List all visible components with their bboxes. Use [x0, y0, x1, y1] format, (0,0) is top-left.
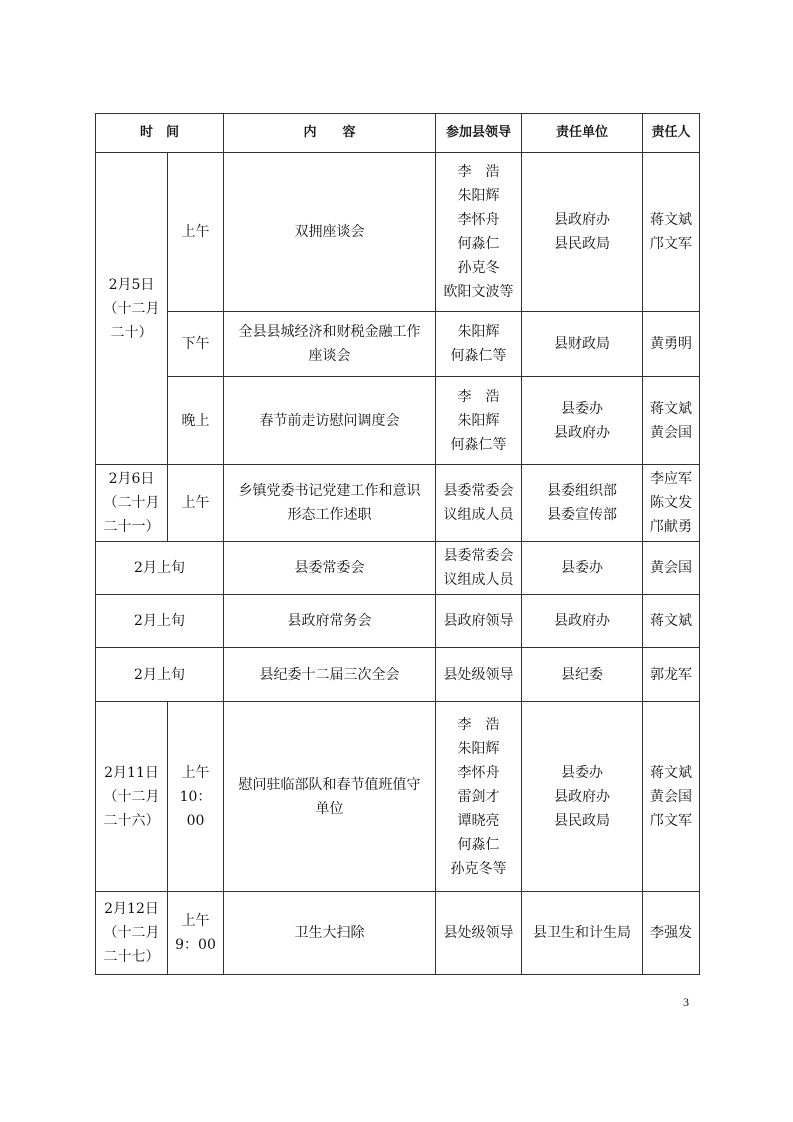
period-cell: 晚上 — [168, 377, 224, 465]
leaders-cell: 李 浩 朱阳辉 李怀舟 何淼仁 孙克冬 欧阳文波等 — [436, 153, 522, 312]
person-cell: 李强发 — [643, 892, 700, 975]
table-row — [96, 595, 700, 648]
date-cell: 2月12日 （十二月 二十七） — [96, 892, 168, 975]
table-row — [96, 892, 700, 975]
period-cell: 下午 — [168, 312, 224, 377]
time-cell: 2月上旬 — [96, 648, 224, 702]
table-header-row — [96, 114, 700, 153]
content-cell: 乡镇党委书记党建工作和意识形态工作述职 — [224, 465, 436, 542]
time-cell: 2月上旬 — [96, 595, 224, 648]
unit-cell: 县委办 — [522, 542, 643, 595]
schedule-table — [95, 113, 700, 975]
header-content: 内 容 — [224, 114, 436, 153]
table-row — [96, 377, 700, 465]
leaders-cell: 李 浩 朱阳辉 李怀舟 雷剑才 谭晓亮 何淼仁 孙克冬等 — [436, 702, 522, 892]
content-cell: 慰问驻临部队和春节值班值守单位 — [224, 702, 436, 892]
header-unit: 责任单位 — [522, 114, 643, 153]
date-cell: 2月5日 （十二月 二十） — [96, 153, 168, 465]
table-row — [96, 465, 700, 542]
person-cell: 郭龙军 — [643, 648, 700, 702]
person-cell: 黄勇明 — [643, 312, 700, 377]
person-cell: 蒋文斌 黄会国 — [643, 377, 700, 465]
person-cell: 蒋文斌 — [643, 595, 700, 648]
period-cell: 上午 9：00 — [168, 892, 224, 975]
content-cell: 春节前走访慰问调度会 — [224, 377, 436, 465]
unit-cell: 县政府办 — [522, 595, 643, 648]
unit-cell: 县政府办 县民政局 — [522, 153, 643, 312]
unit-cell: 县纪委 — [522, 648, 643, 702]
period-cell: 上午 10：00 — [168, 702, 224, 892]
leaders-cell: 朱阳辉 何淼仁等 — [436, 312, 522, 377]
time-cell: 2月上旬 — [96, 542, 224, 595]
header-leaders: 参加县领导 — [436, 114, 522, 153]
table-row — [96, 153, 700, 312]
content-cell: 双拥座谈会 — [224, 153, 436, 312]
period-cell: 上午 — [168, 153, 224, 312]
content-cell: 卫生大扫除 — [224, 892, 436, 975]
person-cell: 李应军 陈文发 邝献勇 — [643, 465, 700, 542]
content-cell: 县纪委十二届三次全会 — [224, 648, 436, 702]
unit-cell: 县卫生和计生局 — [522, 892, 643, 975]
leaders-cell: 县处级领导 — [436, 648, 522, 702]
date-cell: 2月11日 （十二月 二十六） — [96, 702, 168, 892]
person-cell: 黄会国 — [643, 542, 700, 595]
leaders-cell: 李 浩 朱阳辉 何淼仁等 — [436, 377, 522, 465]
unit-cell: 县财政局 — [522, 312, 643, 377]
unit-cell: 县委办 县政府办 县民政局 — [522, 702, 643, 892]
table-row — [96, 542, 700, 595]
table-row — [96, 648, 700, 702]
leaders-cell: 县委常委会议组成人员 — [436, 465, 522, 542]
header-person: 责任人 — [643, 114, 700, 153]
period-cell: 上午 — [168, 465, 224, 542]
unit-cell: 县委组织部 县委宣传部 — [522, 465, 643, 542]
header-time: 时 间 — [96, 114, 224, 153]
unit-cell: 县委办 县政府办 — [522, 377, 643, 465]
table-row — [96, 702, 700, 892]
page-number: 3 — [683, 995, 689, 1009]
person-cell: 蒋文斌 邝文军 — [643, 153, 700, 312]
leaders-cell: 县委常委会议组成人员 — [436, 542, 522, 595]
leaders-cell: 县处级领导 — [436, 892, 522, 975]
date-cell: 2月6日 （二十月 二十一） — [96, 465, 168, 542]
person-cell: 蒋文斌 黄会国 邝文军 — [643, 702, 700, 892]
leaders-cell: 县政府领导 — [436, 595, 522, 648]
content-cell: 县政府常务会 — [224, 595, 436, 648]
content-cell: 县委常委会 — [224, 542, 436, 595]
content-cell: 全县县城经济和财税金融工作座谈会 — [224, 312, 436, 377]
table-row — [96, 312, 700, 377]
